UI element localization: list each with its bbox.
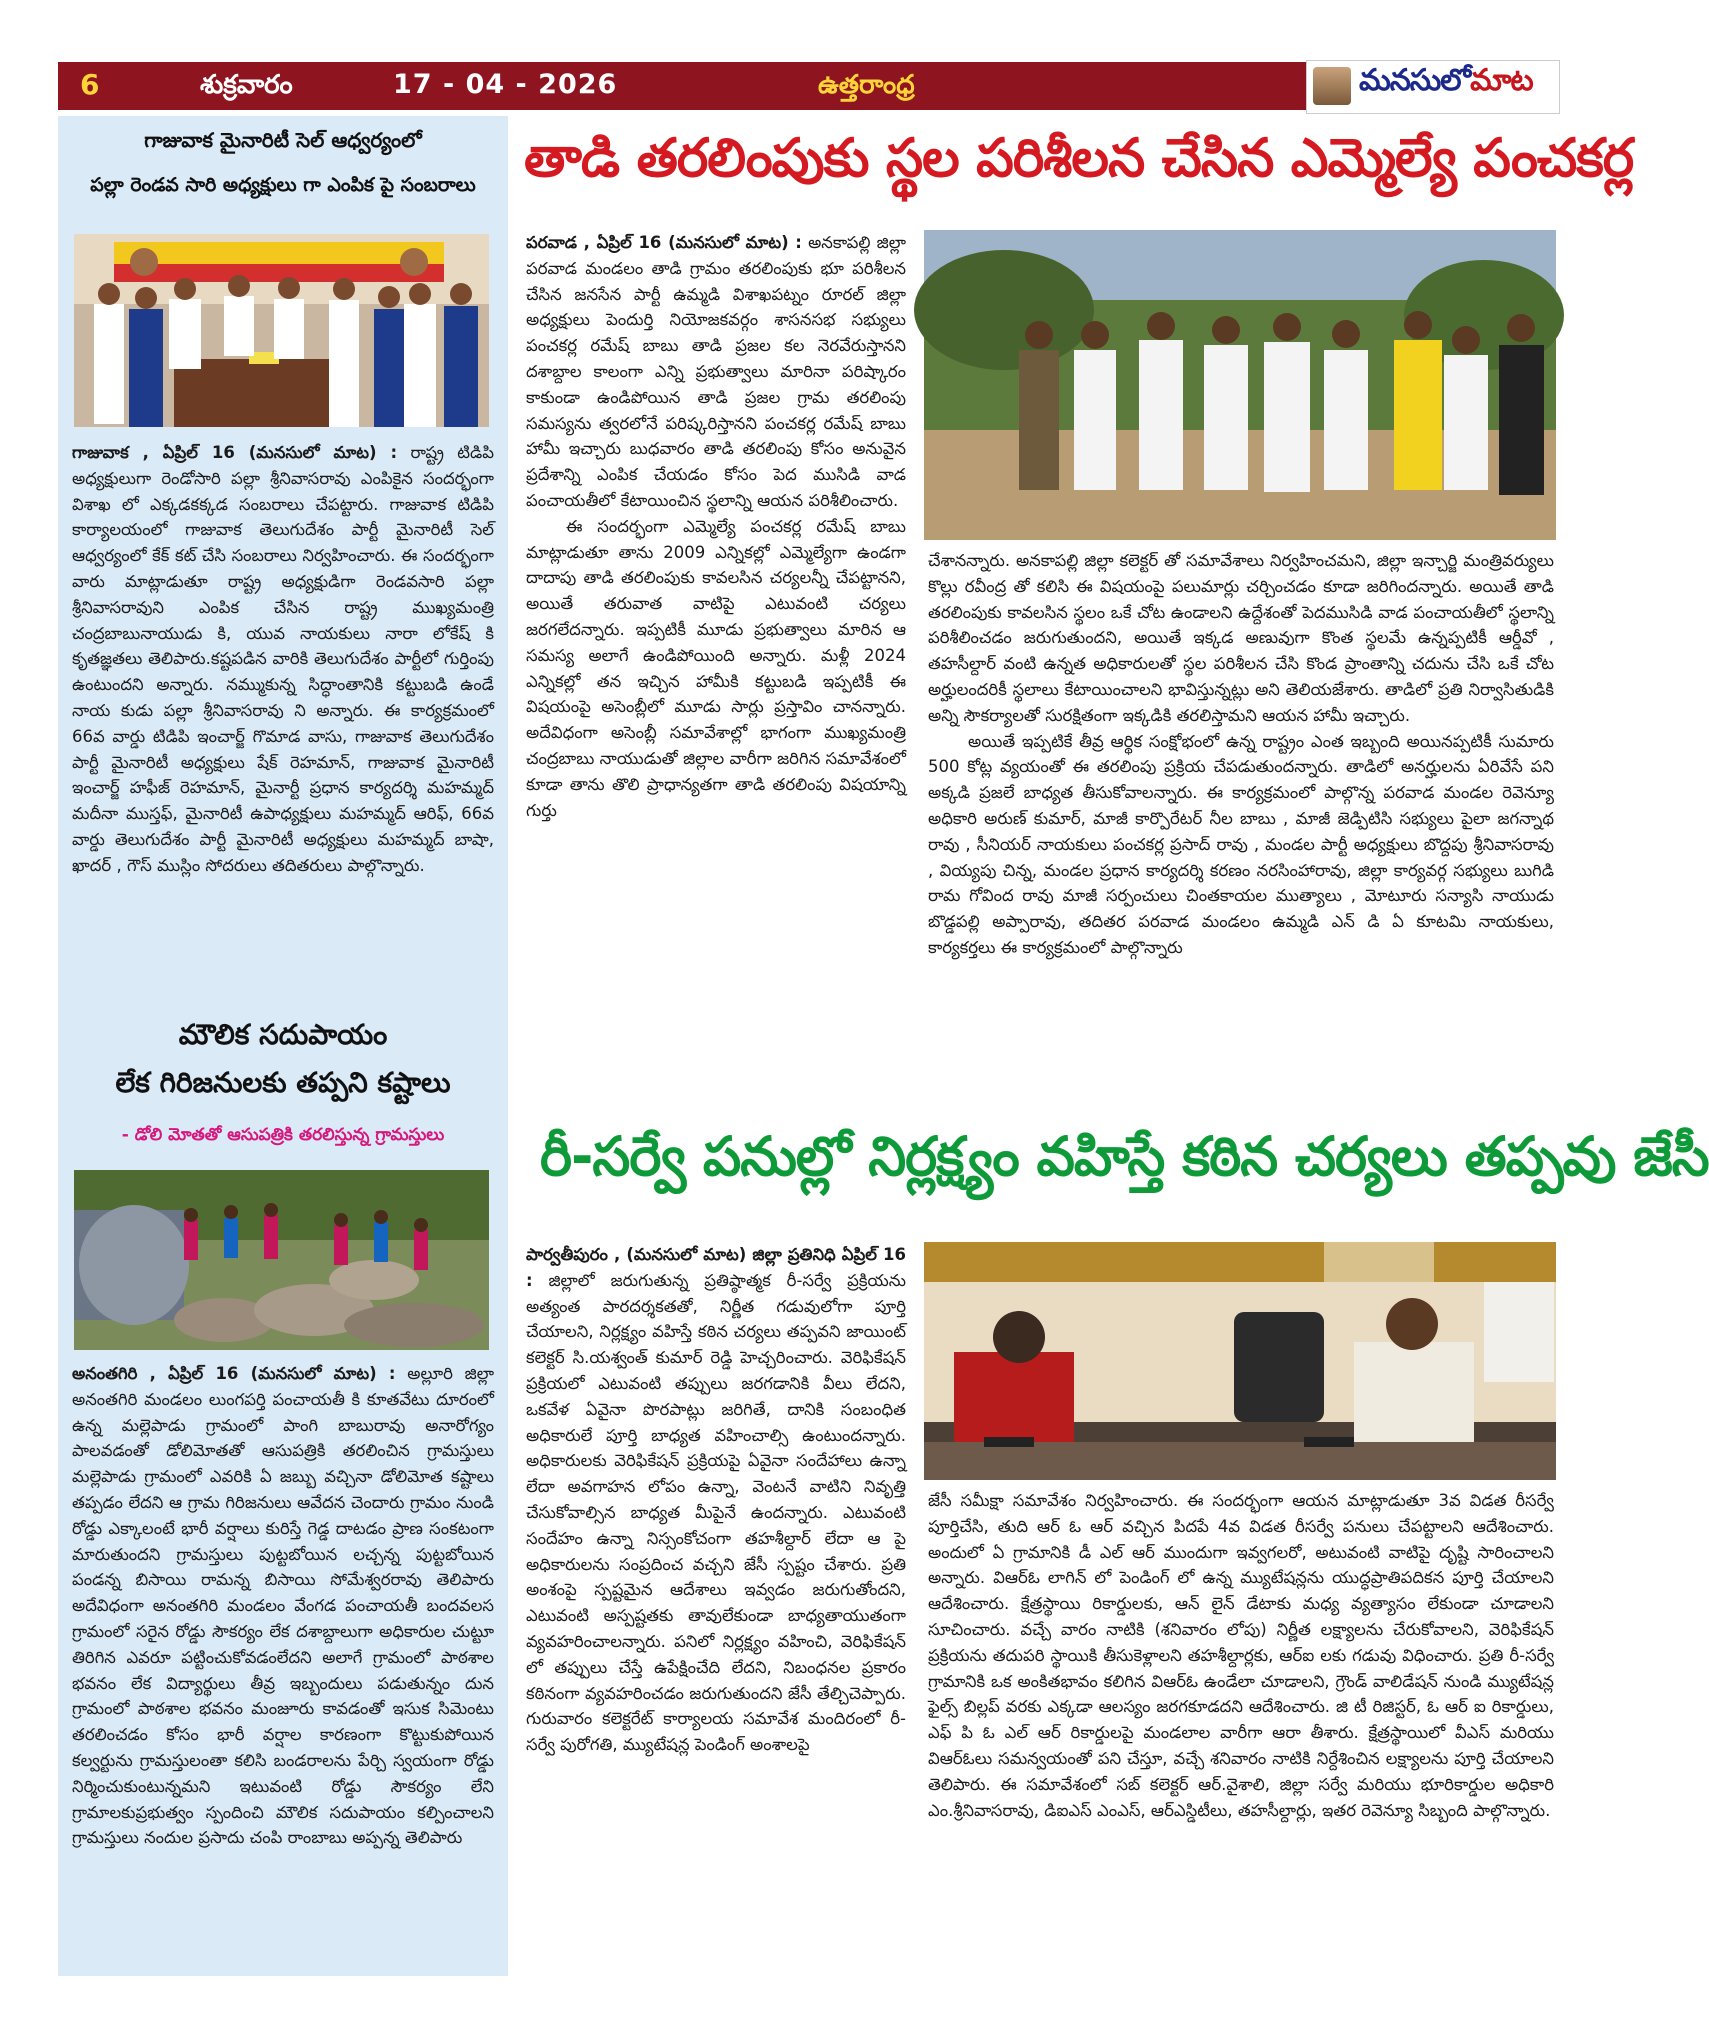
main-story1-headline: తాడి తరలింపుకు స్థల పరిశీలన చేసిన ఎమ్మెల్యే పంచకర్ల	[524, 128, 1634, 189]
main-story2-col2: జేసీ సమీక్షా సమావేశం నిర్వహించారు. ఈ సందర్భంగా ఆయన మాట్లాడుతూ 3వ విడత రీసర్వే పూర్తిచేసి, తుది ఆర్ ఓ ఆర్ వచ్చిన పిదపే 4వ విడత రీసర్వే పనులు చేపట్టాలని ఆదేశించారు. అందులో ఏ గ్రామానికి డీ ఎల్ ఆర్ ముందుగా ఇవ్వగలరో, అటువంటి వాటిపై దృష్టి సారించాలని అన్నారు. విఆర్ఓ లాగిన్ లో పెండింగ్ లో ఉన్న మ్యుటేషన్లను యుద్ధప్రాతిపదికన పూర్తి చేయాలని ఆదేశించారు. క్షేత్రస్థాయి రికార్డులకు, ఆన్ లైన్ డేటాకు మధ్య వ్యత్యాసం లేకుండా చూడాలని సూచించారు. వచ్చే వారం నాటికి (శనివారం లోపు) నిర్ణీత లక్ష్యాలను చేరుకోవాలని, వెరిఫికేషన్ ప్రక్రియను తదుపరి స్థాయికి తీసుకెళ్లాలని తహశీల్దార్లకు, ఆర్ఐ లకు గడువు విధించారు. ప్రతి రీ-సర్వే గ్రామానికి ఒక అంకితభావం కలిగిన విఆర్ఓ ఉండేలా చూడాలని, గ్రౌండ్ వాలిడేషన్ నుండి మ్యుటేషన్ల ఫైల్స్ బిల్లప్ వరకు ఎక్కడా ఆలస్యం జరగకూడదని ఆదేశించారు. జి టీ రిజిస్టర్, ఓ ఆర్ ఐ రికార్డులు, ఎఫ్ పి ఓ ఎల్ ఆర్ రికార్డులపై మండలాల వారీగా ఆరా తీశారు. క్షేత్రస్థాయిలో వీఎస్ మరియు విఆర్ఓలు సమన్వయంతో పని చేస్తూ, వచ్చే శనివారం నాటికి నిర్దేశించిన లక్ష్యాలను పూర్తి చేయాలని తెలిపారు. ఈ సమావేశంలో సబ్ కలెక్టర్ ఆర్.వైశాలి, జిల్లా సర్వే మరియు భూరికార్డుల అధికారి ఎం.శ్రీనివాసరావు, డిఐఎస్ ఎంఎస్, ఆర్ఎస్డిటీలు, తహసీల్దార్లు, ఇతర రెవెన్యూ సిబ్బంది పాల్గొన్నారు.	[928, 1491, 1554, 1820]
logo-text: మనసులోమాట	[1359, 63, 1533, 98]
sidebar-story1-headline-line1: గాజువాక మైనారిటీ సెల్ ఆధ్వర్యంలో	[144, 128, 422, 152]
tribal-road-photo	[74, 1170, 489, 1350]
sidebar-story2-subhead: - డోలి మోతతో ఆసుపత్రికి తరలిస్తున్న గ్రామస్తులు	[121, 1125, 445, 1145]
jc-review-meeting-photo	[924, 1242, 1556, 1480]
sidebar-story2-body: అనంతగిరి , ఏప్రిల్ 16 (మనసులో మాట) : అల్లూరి జిల్లా అనంతగిరి మండలం లుంగపర్తి పంచాయతీ కి కూతవేటు దూరంలో ఉన్న మల్లెపాడు గ్రామంలో పాంగి బాబురావు అనారోగ్యం పాలవడంతో డోలిమోతతో ఆసుపత్రికి తరలించిన గ్రామస్తులు మల్లెపాడు గ్రామంలో ఎవరికి ఏ జబ్బు వచ్చినా డోలిమోత కష్టాలు తప్పడం లేదని ఆ గ్రామ గిరిజనులు ఆవేదన చెందారు గ్రామం నుండి రోడ్డు ఎక్కాలంటే భారీ వర్షాలు కురిస్తే గెడ్డ దాటడం ప్రాణ సంకటంగా మారుతుందని గ్రామస్తులు పుట్టబోయిన లచ్చన్న పుట్టబోయిన పండన్న బిసాయి రామన్న బిసాయి సోమేశ్వరరావు తెలిపారు అదేవిధంగా అనంతగిరి మండలం వేంగడ పంచాయతీ బందవలస గ్రామంలో సరైన రోడ్డు సౌకర్యం లేక దశాబ్దాలుగా అధికారుల చుట్టూ తిరిగిన ఎవరూ పట్టించుకోవడంలేదని అలాగే గ్రామంలో పాఠశాల భవనం లేక విద్యార్థులు తీవ్ర ఇబ్బందులు పడుతున్నం దున గ్రామంలో పాఠశాల భవనం మంజూరు కావడంతో ఇసుక సిమెంటు తరలించడం కోసం భారీ వర్షాల కారణంగా కొట్టుకుపోయిన కల్వర్టును గ్రామస్తులంతా కలిసి బండరాలను పేర్చి స్వయంగా రోడ్డు నిర్మించుకుంటున్నమని ఇటువంటి రోడ్డు సౌకర్యం లేని గ్రామాలకుప్రభుత్వం స్పందించి మౌలిక సదుపాయం కల్పించాలని గ్రామస్తులు నందుల ప్రసాదు చంపి రాంబాబు అప్పన్న తెలిపారు	[72, 1364, 495, 1848]
page-number: 6	[80, 68, 100, 101]
header-date: 17 - 04 - 2026	[393, 69, 618, 100]
mla-site-inspection-photo	[924, 230, 1556, 540]
masthead-logo	[1306, 60, 1560, 114]
cake-cutting-photo	[74, 234, 489, 427]
main-story1-col2: చేశానన్నారు. అనకాపల్లి జిల్లా కలెక్టర్ తో సమావేశాలు నిర్వహించమని, జిల్లా ఇన్చార్జి మంత్రివర్యులు కొల్లు రవీంద్ర తో కలిసి ఈ విషయంపై పలుమార్లు చర్చించడం కూడా జరిగిందన్నారు. అయితే తాడి తరలింపుకు కావలసిన స్థలం ఒకే చోట ఉండాలని ఉద్దేశంతో పెదముసిడి వాడ పంచాయతీలో స్థలాన్ని పరిశీలించడం జరుగుతుందని, అయితే ఇక్కడ అణువుగా కొంత స్థలమే ఉన్నప్పటికీ ఆర్డీవో , తహసీల్దార్ వంటి ఉన్నత అధికారులతో స్థల పరిశీలన చేసి కొండ ప్రాంతాన్ని చదును చేసి ఒకే చోట అర్హులందరికీ స్థలాలు కేటాయించాలని భావిస్తున్నట్లు అని తెలియజేశారు. తాడిలో ప్రతి నిర్వాసితుడికి అన్ని సౌకర్యాలతో సురక్షితంగా ఇక్కడికి తరలిస్తామని ఆయన హామీ ఇచ్చారు. అయితే ఇప్పటికే తీవ్ర ఆర్థిక సంక్షోభంలో ఉన్న రాష్ట్రం ఎంత ఇబ్బంది అయినప్పటికీ సుమారు 500 కోట్ల వ్యయంతో ఈ తరలింపు ప్రక్రియ చేపడుతుందన్నారు. తాడిలో అనర్హులను ఏరివేసే పని అక్కడి ప్రజలే బాధ్యత తీసుకోవాలన్నారు. ఈ కార్యక్రమంలో పాల్గొన్న పరవాడ మండల రెవెన్యూ అధికారి అరుణ్ కుమార్, మాజీ కార్పొరేటర్ నీల బాబు , మాజీ జెడ్పిటిసి సభ్యులు పైలా జగన్నాథ రావు , సీనియర్ నాయకులు పంచకర్ల ప్రసాద్ రావు , మండల పార్టీ అధ్యక్షులు బొద్దపు శ్రీనివాసరావు , వియ్యపు చిన్న, మండల ప్రధాన కార్యదర్శి కరణం నరసింహారావు, జిల్లా కార్యవర్గ సభ్యులు బుగిడి రామ గోవింద రావు మాజీ సర్పంచులు చింతకాయల ముత్యాలు , మోటూరు సన్యాసి నాయుడు బొడ్డపల్లి అప్పారావు, తదితర పరవాడ మండలం ఉమ్మడి ఎన్ డి ఏ కూటమి నాయకులు, కార్యకర్తలు ఈ కార్యక్రమంలో పాల్గొన్నారు	[928, 551, 1554, 957]
main-story2-col1: పార్వతీపురం , (మనసులో మాట) జిల్లా ప్రతినిధి ఏప్రిల్ 16 : జిల్లాలో జరుగుతున్న ప్రతిష్ఠాత్మక రీ-సర్వే ప్రక్రియను అత్యంత పారదర్శకతతో, నిర్ణీత గడువులోగా పూర్తి చేయాలని, నిర్లక్ష్యం వహిస్తే కఠిన చర్యలు తప్పవని జాయింట్ కలెక్టర్ సి.యశ్వంత్ కుమార్ రెడ్డి హెచ్చరించారు. వెరిఫికేషన్ ప్రక్రియలో ఎటువంటి తప్పులు జరగడానికి వీలు లేదని, ఒకవేళ ఏవైనా పొరపాట్లు జరిగితే, దానికి సంబంధిత అధికారులే పూర్తి బాధ్యత వహించాల్సి ఉంటుందన్నారు. అధికారులకు వెరిఫికేషన్ ప్రక్రియపై ఏవైనా సందేహాలు ఉన్నా లేదా అవగాహన లోపం ఉన్నా, వెంటనే వాటిని నివృత్తి చేసుకోవాల్సిన బాధ్యత మీపైనే ఉందన్నారు. ఎటువంటి సందేహం ఉన్నా నిస్సంకోచంగా తహశీల్దార్ లేదా ఆ పై అధికారులను సంప్రదించ వచ్చని జేసీ స్పష్టం చేశారు. ప్రతి అంశంపై స్పష్టమైన ఆదేశాలు ఇవ్వడం జరుగుతోందని, ఎటువంటి అస్పష్టతకు తావులేకుండా బాధ్యతాయుతంగా వ్యవహరించాలన్నారు. పనిలో నిర్లక్ష్యం వహించి, వెరిఫికేషన్ లో తప్పులు చేస్తే ఉపేక్షించేది లేదని, నిబంధనల ప్రకారం కఠినంగా వ్యవహరించడం జరుగుతుందని జేసీ తేల్చిచెప్పారు. గురువారం కలెక్టరేట్ కార్యాలయ సమావేశ మందిరంలో రీ-సర్వే పురోగతి, మ్యుటేషన్ల పెండింగ్ అంశాలపై	[526, 1245, 906, 1755]
founder-photo-icon	[1313, 67, 1351, 105]
left-sidebar	[58, 116, 508, 1976]
sidebar-story2-headline-line1: మౌలిక సదుపాయం	[178, 1018, 388, 1051]
section-name: ఉత్తరాంధ్ర	[818, 70, 915, 100]
main-story1-col1: పరవాడ , ఏప్రిల్ 16 (మనసులో మాట) : అనకాపల్లి జిల్లా పరవాడ మండలం తాడి గ్రామం తరలింపుకు భూ పరిశీలన చేసిన జనసేన పార్టీ ఉమ్మడి విశాఖపట్నం రూరల్ జిల్లా అధ్యక్షులు పెందుర్తి నియోజకవర్గం శాసనసభ సభ్యులు పంచకర్ల రమేష్ బాబు తాడి ప్రజల కల నెరవేరుస్తానని దశాబ్దాల కాలంగా ఎన్ని ప్రభుత్వాలు మారినా పరిష్కారం కాకుండా ఉండిపోయిన తాడి ప్రజల గ్రామ తరలింపు సమస్యను త్వరలోనే పరిష్కరిస్తానని పంచకర్ల రమేష్ బాబు హామీ ఇచ్చారు బుధవారం తాడి తరలింపు కోసం అనువైన ప్రదేశాన్ని ఎంపిక చేయడం కోసం పెద ముసిడి వాడ పంచాయతీలో కేటాయించిన స్థలాన్ని ఆయన పరిశీలించారు. ఈ సందర్భంగా ఎమ్మెల్యే పంచకర్ల రమేష్ బాబు మాట్లాడుతూ తాను 2009 ఎన్నికల్లో ఎమ్మెల్యేగా ఉండగా దాదాపు తాడి తరలింపుకు కావలసిన చర్యలన్నీ చేపట్టానని, అయితే తరువాత వాటిపై ఎటువంటి చర్యలు జరగలేదన్నారు. ఇప్పటికీ మూడు ప్రభుత్వాలు మారిన ఆ సమస్య అలాగే ఉండిపోయింది అన్నారు. మళ్లీ 2024 ఎన్నికల్లో తన ఇచ్చిన హామీకి కట్టుబడి ఇప్పటికీ ఈ విషయంపై అసెంబ్లీలో మూడు సార్లు ప్రస్తావిం చానన్నారు. అదేవిధంగా అసెంబ్లీ సమావేశాల్లో భాగంగా ముఖ్యమంత్రి చంద్రబాబు నాయుడుతో జిల్లాల వారీగా జరిగిన సమావేశంలో కూడా తాను తొలి ప్రాధాన్యతగా తాడి తరలింపు విషయాన్ని గుర్తు	[526, 233, 906, 820]
sidebar-story2-headline-line2: లేక గిరిజనులకు తప్పని కష్టాలు	[115, 1066, 451, 1099]
sidebar-story1-body: గాజువాక , ఏప్రిల్ 16 (మనసులో మాట) : రాష్ట్ర టిడిపి అధ్యక్షులుగా రెండోసారి పల్లా శ్రీనివాసరావు ఎంపికైన సందర్భంగా విశాఖ లో ఎక్కడకక్కడ సంబరాలు చేపట్టారు. గాజువాక టిడిపి కార్యాలయంలో గాజువాక తెలుగుదేశం పార్టీ మైనారిటీ సెల్ ఆధ్వర్యంలో కేక్ కట్ చేసి సంబరాలు నిర్వహించారు. ఈ సందర్భంగా వారు మాట్లాడుతూ రాష్ట్ర అధ్యక్షుడిగా రెండవసారి పల్లా శ్రీనివాసరావుని ఎంపిక చేసిన రాష్ట్ర ముఖ్యమంత్రి చంద్రబాబునాయుడు కి, యువ నాయకులు నారా లోకేష్ కి కృతజ్ఞతలు తెలిపారు.కష్టపడిన వారికి తెలుగుదేశం పార్టీలో గుర్తింపు ఉంటుందని అన్నారు. నమ్ముకున్న సిద్ధాంతానికి కట్టుబడి ఉండే నాయ కుడు పల్లా శ్రీనివాసరావు ని అన్నారు. ఈ కార్యక్రమంలో 66వ వార్డు టిడిపి ఇంచార్జ్ గొమాడ వాసు, గాజువాక తెలుగుదేశం పార్టీ మైనారిటీ అధ్యక్షులు షేక్ రెహమాన్, గాజువాక మైనారిటీ ఇంచార్జ్ హఫీజ్ రెహమాన్, మైనార్టీ ప్రధాన కార్యదర్శి మహమ్మద్ మదీనా ముస్తఫ్, మైనారిటీ ఉపాధ్యక్షులు మహమ్మద్ ఆరిఫ్, 66వ వార్డు తెలుగుదేశం పార్టీ మైనారిటీ అధ్యక్షులు మహమ్మద్ బాషా, ఖాదర్ , గౌస్ ముస్లిం సోదరులు తదితరులు పాల్గొన్నారు.	[72, 443, 494, 875]
sidebar-story1-headline-line2: పల్లా రెండవ సారి అధ్యక్షులు గా ఎంపిక పై సంబరాలు	[90, 174, 476, 196]
main-story2-headline: రీ-సర్వే పనుల్లో నిర్లక్ష్యం వహిస్తే కఠిన చర్యలు తప్పవు జేసీ	[540, 1125, 1709, 1188]
page-header-bar	[58, 62, 1560, 110]
header-day: శుక్రవారం	[200, 70, 293, 100]
